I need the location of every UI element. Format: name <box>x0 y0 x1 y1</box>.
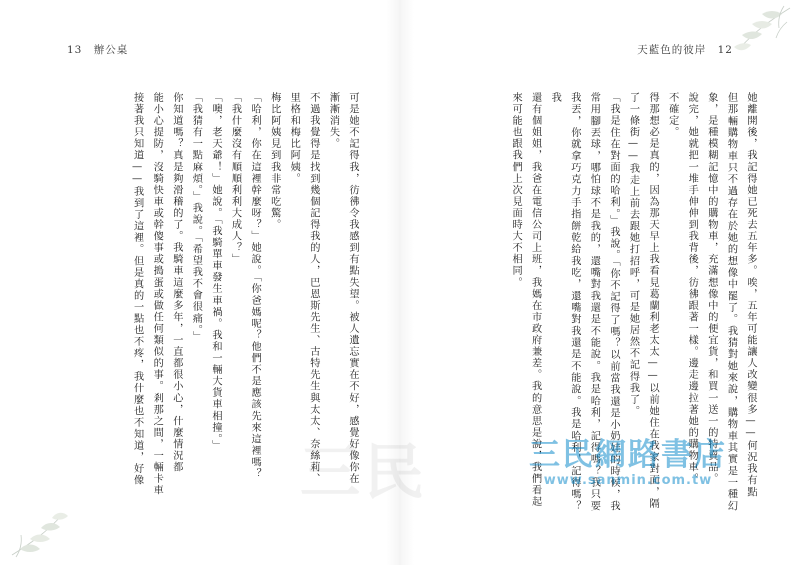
text-column: 還有個姐姐，我爸在電信公司上班，我媽在市政府兼差。我的意思是說，我們看起 <box>529 92 541 508</box>
watermark-url: www.sanmin.com.tw <box>543 473 713 489</box>
folio-right: 12 <box>717 44 733 56</box>
text-column: 「我什麼沒有順順利利大成人？」 <box>229 92 241 266</box>
watermark-text: 三民網路書店 <box>529 437 727 473</box>
text-column: 接著我只知道——我到了這裡。但是真的一點也不疼，我什麼也不知道，好像 <box>131 92 143 487</box>
body-text-right <box>430 92 760 512</box>
text-column: 漸漸消失。 <box>327 92 339 150</box>
text-column: 你知道嗎？真是夠滑稽的了。我騎車這麼多年，一直都很小心，什麼情況都 <box>170 92 182 474</box>
text-column: 能小心提防，沒騎快車或幹傻事或搗蛋或做任何類似的事。剎那之間，一輛卡車 <box>151 92 163 497</box>
text-column: 「噢，老天爺！」她說。「我騎單車發生車禍。我和一輛大貨車相撞。」 <box>209 92 221 452</box>
text-column: 來可能也跟我們上次見面時大不相同。 <box>510 92 522 289</box>
running-head-left <box>60 42 128 57</box>
text-column: 梅比阿姨見到我非常吃驚。 <box>268 92 280 231</box>
text-column: 不確定。 <box>666 92 678 139</box>
running-head-left-title: 辦公桌 <box>93 44 129 56</box>
text-column: 得那想必是真的，因為那天早上我看見葛蘭利老太太——以前她住在我家對面，隔 <box>647 92 659 510</box>
text-column: 說完，她就把一堆手伸伸到我背後，彷彿跟著一樣。邊走邊拉著她的購物車。 <box>686 92 698 485</box>
folio-left: 13 <box>67 44 83 56</box>
text-column: 「我是住在對面的哈利。」我說。「你不記得了嗎？以前當我還是小奶娃的時候，我常用腳丟球，哪怕球不是我的，還嘴對我還是不能說。我是哈利，記得嗎？我只要我丟，你就拿巧克力手指餅乾給我吃，還嘴對我還是不能說。我是哈利，記得嗎？我 <box>549 92 619 512</box>
text-column: 「我猜有一點麻煩。」我說。「希望我不會很痛。」 <box>190 92 202 343</box>
text-column: 了一條街——我走上前去跟她打招呼，可是她居然不記得我了。 <box>627 92 639 417</box>
text-column: 里格和梅比阿姨。 <box>288 92 300 185</box>
text-column: 可是她不記得我，彷彿令我感到有點失望。被人遺忘實在不好，感覺好像你在 <box>347 92 358 485</box>
text-column: 「哈利，你在這裡幹麼呀？」她說。「你爸媽呢？他們不是應該先來這裡嗎？ <box>249 92 261 480</box>
running-head-right <box>637 42 740 57</box>
running-head-right-title: 天藍色的彼岸 <box>637 44 707 56</box>
text-column: 她離開後，我記得她已死去五年多。唉，五年可能讓人改變很多——何況我有點 <box>745 92 756 498</box>
body-text-left <box>42 92 362 512</box>
text-column: 不過我覺得是找到幾個記得我的人，巴恩斯先生、古特先生與太太、奈絲莉、 <box>307 92 319 485</box>
text-column: 但那輛購物車只不過存在於她的想像中罷了。我猜對她來說，購物車其實是一種幻象，是種模糊記憶中的購物車，充滿想像中的便宜貨，和買一送一的特賣品。 <box>705 92 737 512</box>
